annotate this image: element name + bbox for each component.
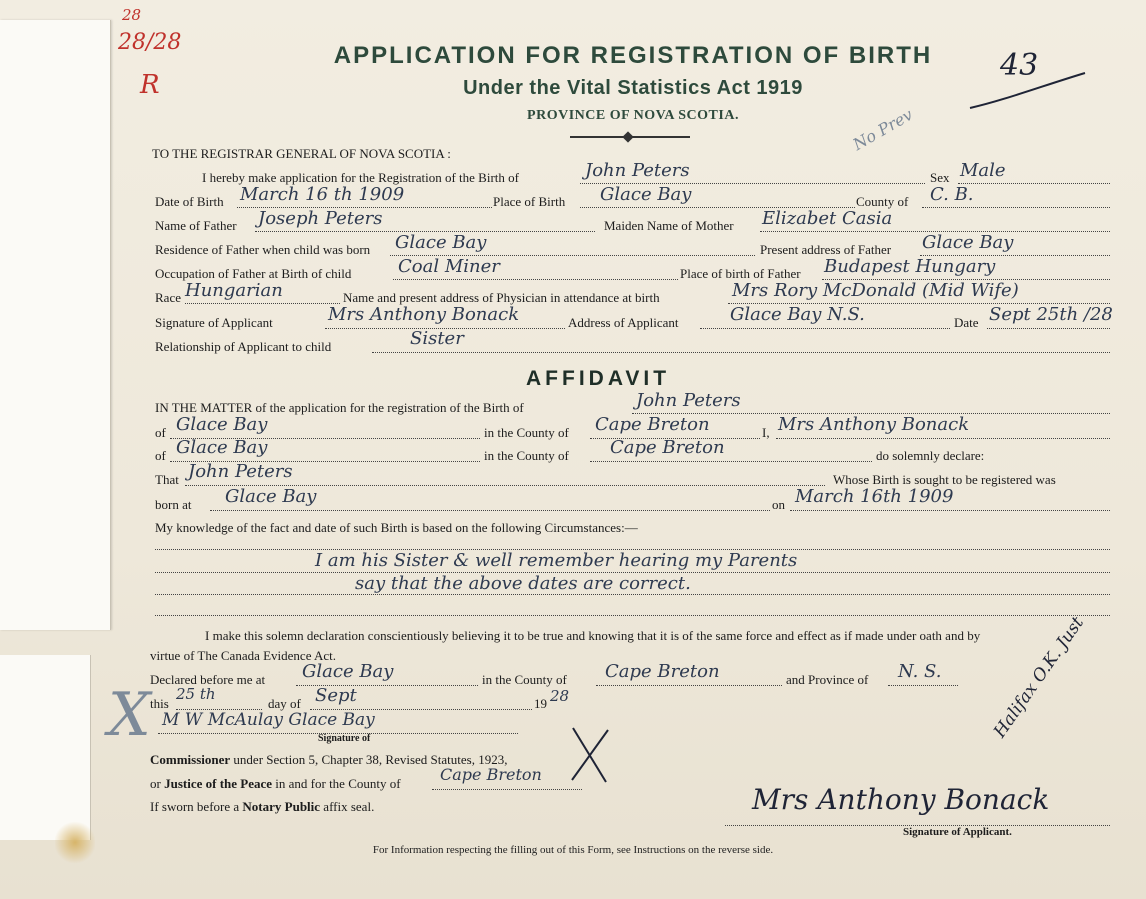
this-label: this xyxy=(150,696,169,711)
physician-value: Mrs Rory McDonald (Mid Wife) xyxy=(732,280,1019,301)
pob-value: Glace Bay xyxy=(600,184,692,205)
applicant-final-signature: Mrs Anthony Bonack xyxy=(752,783,1050,816)
dots xyxy=(372,352,1110,353)
born-at-value: Glace Bay xyxy=(225,486,317,507)
i-label: I, xyxy=(762,425,770,440)
affidavit-heading: AFFIDAVIT xyxy=(526,367,671,390)
dots xyxy=(185,303,340,304)
of2-label: of xyxy=(155,448,166,463)
dots xyxy=(987,328,1110,329)
mother-value: Elizabet Casia xyxy=(762,208,893,229)
pencil-x-mark: X xyxy=(108,680,151,750)
solemn-declaration-line-1: I make this solemn declaration conscientiously believing it to be true and knowing that it is of the same force and effect as if made under oath and by xyxy=(205,628,981,643)
dob-label: Date of Birth xyxy=(155,194,224,209)
paper-stain xyxy=(55,820,95,865)
county1-value: Cape Breton xyxy=(595,414,710,435)
dots xyxy=(958,183,1110,184)
province-heading: PROVINCE OF NOVA SCOTIA. xyxy=(527,108,739,123)
red-note-top: 28 xyxy=(122,6,142,24)
month-value: Sept xyxy=(315,685,357,706)
residence-label: Residence of Father when child was born xyxy=(155,242,371,257)
occupation-value: Coal Miner xyxy=(398,256,500,277)
form-subtitle: Under the Vital Statistics Act 1919 xyxy=(463,77,803,99)
father-pob-label: Place of birth of Father xyxy=(680,266,801,281)
dob-value: March 16 th 1909 xyxy=(240,184,405,205)
on-label: on xyxy=(772,497,785,512)
born-at-label: born at xyxy=(155,497,192,512)
county3-label: in the County of xyxy=(482,672,567,687)
present-address-label: Present address of Father xyxy=(760,242,892,257)
on-date-value: March 16th 1909 xyxy=(795,486,954,507)
dots xyxy=(432,789,582,790)
dots xyxy=(776,438,1110,439)
notary-pre: If sworn before a xyxy=(150,799,240,814)
dots xyxy=(155,615,1110,616)
dots xyxy=(590,461,872,462)
pencil-stamp: No Prev xyxy=(849,104,916,155)
halifax-ok-note: Halifax O.K. Just xyxy=(990,613,1089,742)
race-value: Hungarian xyxy=(185,280,283,301)
pob-label: Place of Birth xyxy=(493,194,566,209)
province-label: and Province of xyxy=(786,672,869,687)
header-ornament xyxy=(570,136,690,138)
commissioner-signature: M W McAulay Glace Bay xyxy=(162,710,375,730)
applicant-signature-caption: Signature of Applicant. xyxy=(903,826,1012,838)
sex-label: Sex xyxy=(930,170,950,185)
province-value: N. S. xyxy=(898,661,942,682)
notary-line xyxy=(150,799,374,815)
mother-label: Maiden Name of Mother xyxy=(604,218,734,233)
notary-label: Notary Public xyxy=(242,799,321,814)
matter-name-value: John Peters xyxy=(636,390,741,411)
red-note-r: R xyxy=(140,70,160,100)
apply-label: I hereby make application for the Registration of the Birth of xyxy=(202,170,519,185)
sex-value: Male xyxy=(960,160,1006,181)
present-address-value: Glace Bay xyxy=(922,232,1014,253)
declarant-name-value: Mrs Anthony Bonack xyxy=(778,414,970,435)
whose-birth-text: Whose Birth is sought to be registered was xyxy=(833,472,1056,487)
dots xyxy=(155,594,1110,595)
dots xyxy=(700,328,950,329)
physician-label: Name and present address of Physician in attendance at birth xyxy=(343,290,660,305)
applicant-signature-value: Mrs Anthony Bonack xyxy=(328,304,520,325)
child-name-value: John Peters xyxy=(585,160,690,181)
relationship-value: Sister xyxy=(410,328,464,349)
county2-label: in the County of xyxy=(484,448,569,463)
footer-instructions: For Information respecting the filling out of this Form, see Instructions on the reverse side. xyxy=(372,844,774,856)
relationship-label: Relationship of Applicant to child xyxy=(155,339,332,354)
form-number: 43 xyxy=(1000,48,1039,83)
dots xyxy=(393,279,678,280)
county-value: C. B. xyxy=(930,184,974,205)
race-label: Race xyxy=(155,290,181,305)
county2-value: Cape Breton xyxy=(610,437,725,458)
circumstances-line-1: I am his Sister & well remember hearing my Parents xyxy=(315,550,798,571)
father-pob-value: Budapest Hungary xyxy=(824,256,996,277)
signature-of-label: Signature of xyxy=(318,733,371,744)
red-note-fraction: 28/28 xyxy=(118,30,182,55)
declare-text: do solemnly declare: xyxy=(876,448,985,463)
solemn-declaration-line-2: virtue of The Canada Evidence Act. xyxy=(150,648,337,663)
commissioner-label: Commissioner xyxy=(150,752,231,767)
county-label: County of xyxy=(856,194,909,209)
justice-line xyxy=(150,776,401,792)
justice-county-value: Cape Breton xyxy=(440,765,542,784)
that-name-value: John Peters xyxy=(188,461,293,482)
justice-label: Justice of the Peace xyxy=(164,776,273,791)
dots xyxy=(210,510,770,511)
year-prefix: 19 xyxy=(534,696,547,711)
date-value: Sept 25th /28 xyxy=(989,304,1113,325)
circumstances-line-2: say that the above dates are correct. xyxy=(355,573,691,594)
occupation-label: Occupation of Father at Birth of child xyxy=(155,266,352,281)
county3-value: Cape Breton xyxy=(605,661,720,682)
dots xyxy=(596,685,782,686)
applicant-signature-label: Signature of Applicant xyxy=(155,315,273,330)
dots xyxy=(790,510,1110,511)
this-day-value: 25 th xyxy=(176,685,216,703)
attached-stub-bottom xyxy=(0,655,91,840)
justice-rest: in and for the County of xyxy=(275,776,401,791)
or-label: or xyxy=(150,776,161,791)
date-label: Date xyxy=(954,315,979,330)
of2-value: Glace Bay xyxy=(176,437,268,458)
signature-x-mark xyxy=(568,720,613,790)
father-value: Joseph Peters xyxy=(258,208,383,229)
dots xyxy=(888,685,958,686)
declared-at-label: Declared before me at xyxy=(150,672,266,687)
notary-rest: affix seal. xyxy=(323,799,375,814)
commissioner-rest: under Section 5, Chapter 38, Revised Statutes, 1923, xyxy=(233,752,508,767)
residence-value: Glace Bay xyxy=(395,232,487,253)
applicant-address-value: Glace Bay N.S. xyxy=(730,304,865,325)
matter-label: IN THE MATTER of the application for the registration of the Birth of xyxy=(155,400,524,415)
of1-label: of xyxy=(155,425,166,440)
dots xyxy=(922,207,1110,208)
knowledge-text: My knowledge of the fact and date of such Birth is based on the following Circumstances:— xyxy=(155,520,638,535)
form-title: APPLICATION FOR REGISTRATION OF BIRTH xyxy=(333,42,933,69)
to-registrar-line: TO THE REGISTRAR GENERAL OF NOVA SCOTIA : xyxy=(152,146,451,161)
applicant-address-label: Address of Applicant xyxy=(568,315,679,330)
year-value: 28 xyxy=(550,687,570,705)
that-label: That xyxy=(155,472,179,487)
county1-label: in the County of xyxy=(484,425,569,440)
declared-at-value: Glace Bay xyxy=(302,661,394,682)
day-of-label: day of xyxy=(268,696,301,711)
of1-value: Glace Bay xyxy=(176,414,268,435)
father-label: Name of Father xyxy=(155,218,237,233)
